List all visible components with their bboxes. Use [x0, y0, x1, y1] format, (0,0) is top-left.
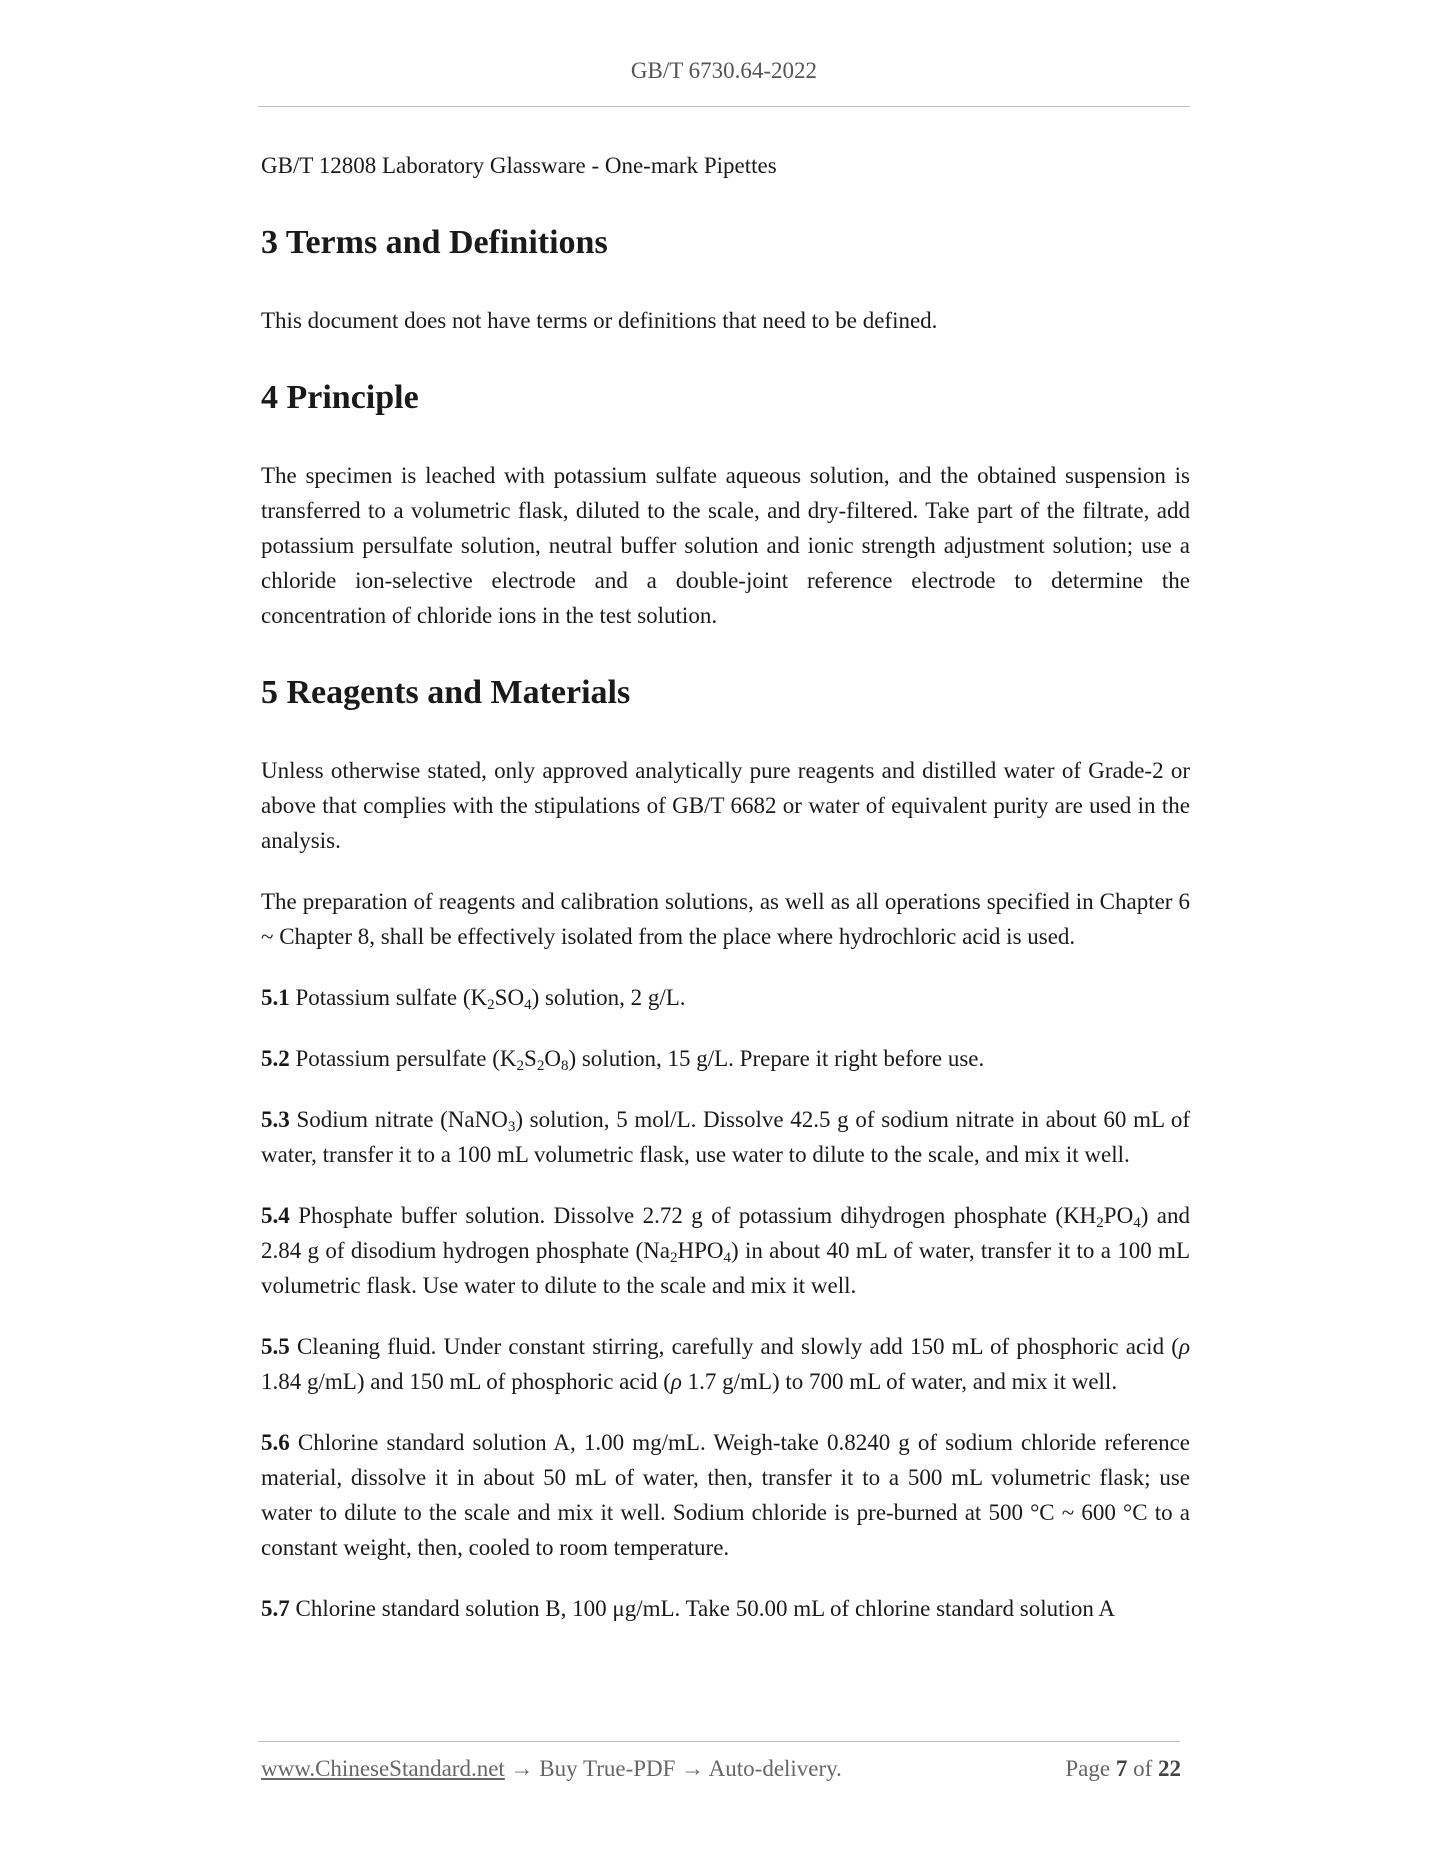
header-doc-code: GB/T 6730.64-2022 — [630, 58, 818, 83]
footer-rule — [258, 1741, 1180, 1742]
section-4-title: 4 Principle — [261, 379, 419, 416]
website-link[interactable]: www.ChineseStandard.net — [261, 1756, 505, 1781]
footer-promo — [261, 1756, 842, 1782]
section-5-isolation-note: The preparation of reagents and calibration solutions, as well as all operations specified in Chapter 6 ~ Chapter 8, shall be effectively isolated from the place where hydrochloric acid is used. — [261, 889, 1190, 949]
clause-number: 5.7 — [261, 1596, 290, 1621]
footer-promo-text: → Buy True-PDF → Auto-delivery. — [504, 1756, 842, 1781]
clause-5-6: 5.6 Chlorine standard solution A, 1.00 mg/mL. Weigh-take 0.8240 g of sodium chloride reference material, dissolve it in about 50 mL of water, then, transfer it to a 500 mL volumetric flask; use water to dilute to the scale and mix it well. Sodium chloride is pre-burned at 500 °C ~ 600 °C to a constant weight, then, cooled to room temperature. — [261, 1430, 1190, 1560]
clause-5-3: 5.3 Sodium nitrate (NaNO$_3$) solution, 5 mol/L. Dissolve 42.5 g of sodium nitrate in about 60 mL of water, transfer it to a 100 mL volumetric flask, use water to dilute to the scale, and mix it well. — [261, 1107, 1191, 1167]
page-total: 22 — [1158, 1756, 1181, 1781]
section-4-body: The specimen is leached with potassium sulfate aqueous solution, and the obtained suspension is transferred to a volumetric flask, diluted to the scale, and dry-filtered. Take part of the filtrate, add potassium persulfate solution, neutral buffer solution and ionic strength adjustment solution; use a chloride ion-selective electrode and a double-joint reference electrode to determine the concentration of chloride ions in the test solution. — [261, 463, 1190, 628]
clause-5-2: 5.2 Potassium persulfate $(K_2S_2O_8)$ solution, 15 g/L. Prepare it right before use. — [261, 1046, 985, 1074]
page-indicator: Page 7 of 22 — [1065, 1756, 1181, 1781]
section-5-intro: Unless otherwise stated, only approved analytically pure reagents and distilled water of Grade-2 or above that complies with the stipulations of GB/T 6682 or water of equivalent purity are used in the analysis. — [261, 758, 1190, 853]
clause-number: 5.1 — [261, 985, 290, 1010]
section-3-body: This document does not have terms or definitions that need to be defined. — [261, 308, 938, 333]
clause-number: 5.5 — [261, 1334, 290, 1359]
clause-number: 5.2 — [261, 1046, 290, 1071]
page-content — [261, 148, 1190, 1652]
page-number: 7 — [1115, 1756, 1128, 1781]
clause-number: 5.4 — [261, 1203, 290, 1228]
header-rule — [258, 106, 1190, 107]
clause-5-5: 5.5 Cleaning fluid. Under constant stirring, carefully and slowly add 150 mL of phosphoric acid (ρ 1.84 g/mL) and 150 mL of phosphoric acid (ρ 1.7 g/mL) to 700 mL of water, and mix it well. — [261, 1334, 1190, 1394]
clause-number: 5.6 — [261, 1430, 290, 1455]
clause-5-7: 5.7 Chlorine standard solution B, 100 μg/mL. Take 50.00 mL of chlorine standard solution A — [261, 1596, 1115, 1621]
clause-5-1: 5.1 Potassium sulfate $(K_2SO_4)$ solution, 2 g/L. — [261, 985, 686, 1013]
clause-number: 5.3 — [261, 1107, 290, 1132]
normative-reference: GB/T 12808 Laboratory Glassware - One-mark Pipettes — [261, 153, 777, 178]
section-3-title: 3 Terms and Definitions — [261, 224, 608, 261]
clause-5-4: 5.4 Phosphate buffer solution. Dissolve 2.72 g of potassium dihydrogen phosphate $(KH_2PO_4)$ and 2.84 g of disodium hydrogen phosphate $(Na_2HPO_4)$ in about 40 mL of water, transfer it to a 100 mL volumetric flask. Use water to dilute to the scale and mix it well. — [261, 1203, 1191, 1298]
section-5-title: 5 Reagents and Materials — [261, 674, 631, 711]
footer — [261, 1756, 1181, 1782]
